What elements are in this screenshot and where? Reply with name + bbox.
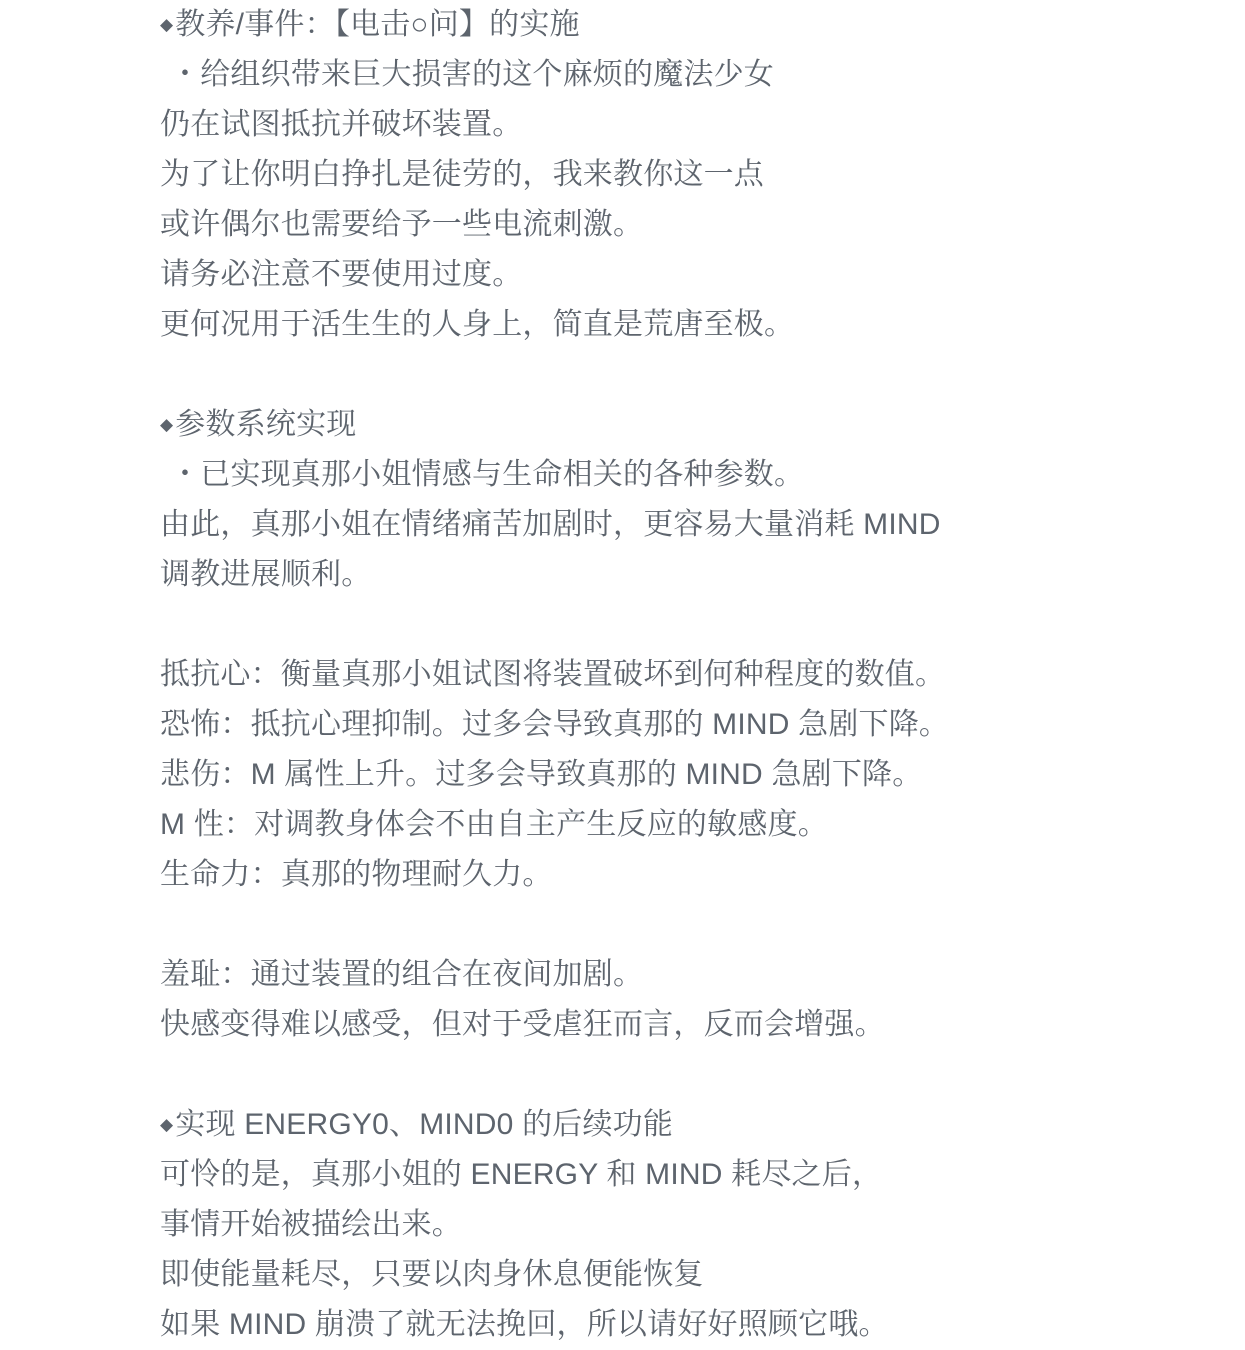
- body-line: 更何况用于活生生的人身上，简直是荒唐至极。: [160, 308, 795, 341]
- section-subline: ・给组织带来巨大损害的这个麻烦的魔法少女: [170, 58, 774, 91]
- body-line: 事情开始被描绘出来。: [160, 1208, 462, 1241]
- block-spacer: [160, 900, 1205, 950]
- parameter-line: 悲伤：M 属性上升。过多会导致真那的 MIND 急剧下降。: [160, 758, 923, 791]
- body-line: 调教进展顺利。: [160, 558, 372, 591]
- block-spacer: [160, 350, 1205, 400]
- section-discipline-event: [160, 0, 1205, 350]
- section-subline: ・已实现真那小姐情感与生命相关的各种参数。: [170, 458, 805, 491]
- body-line: 快感变得难以感受，但对于受虐狂而言，反而会增强。: [160, 1008, 885, 1041]
- body-line: 即使能量耗尽，只要以肉身休息便能恢复: [160, 1258, 704, 1291]
- block-spacer: [160, 1050, 1205, 1100]
- body-line: 或许偶尔也需要给予一些电流刺激。: [160, 208, 644, 241]
- section-heading: ◆ 教养/事件：【电击○问】的实施: [160, 0, 1205, 50]
- section-heading: ◆ 实现 ENERGY0、MIND0 的后续功能: [160, 1100, 1205, 1150]
- body-line: 为了让你明白挣扎是徒劳的，我来教你这一点: [160, 158, 764, 191]
- section-parameter-list: [160, 650, 1205, 900]
- parameter-line: 恐怖：抵抗心理抑制。过多会导致真那的 MIND 急剧下降。: [160, 708, 950, 741]
- section-energy-mind-zero: [160, 1100, 1205, 1350]
- parameter-line: M 性：对调教身体会不由自主产生反应的敏感度。: [160, 808, 828, 841]
- section-parameter-system: [160, 400, 1205, 600]
- body-line: 仍在试图抵抗并破坏装置。: [160, 108, 523, 141]
- section-heading: ◆ 参数系统实现: [160, 400, 1205, 450]
- parameter-line: 羞耻：通过装置的组合在夜间加剧。: [160, 958, 644, 991]
- body-line: 请务必注意不要使用过度。: [160, 258, 523, 291]
- body-line: 如果 MIND 崩溃了就无法挽回，所以请好好照顾它哦。: [160, 1308, 889, 1341]
- body-line: 由此，真那小姐在情绪痛苦加剧时，更容易大量消耗 MIND: [160, 508, 941, 541]
- parameter-line: 抵抗心：衡量真那小姐试图将装置破坏到何种程度的数值。: [160, 658, 946, 691]
- parameter-line: 生命力：真那的物理耐久力。: [160, 858, 553, 891]
- block-spacer: [160, 600, 1205, 650]
- body-line: 可怜的是，真那小姐的 ENERGY 和 MIND 耗尽之后，: [160, 1158, 883, 1191]
- section-shame: [160, 950, 1205, 1050]
